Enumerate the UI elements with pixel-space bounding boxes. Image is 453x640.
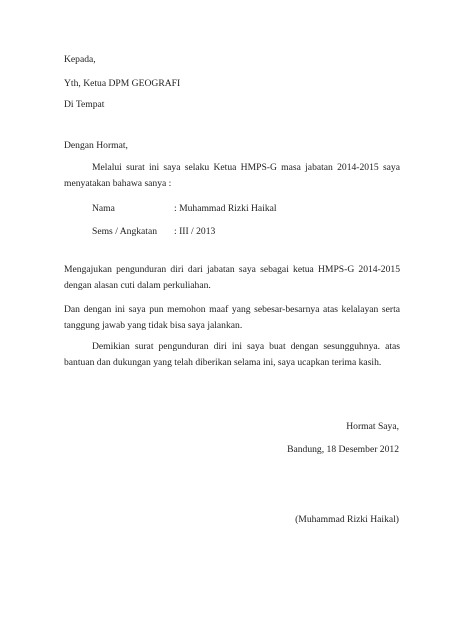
- letter-signature: (Muhammad Rizki Haikal): [295, 514, 399, 525]
- letter-place: Di Tempat: [64, 99, 105, 110]
- letter-paragraph-closing: Demikian surat pengunduran diri ini saya buat dengan sesungguhnya. atas bantuan dan dukungan yang telah diberikan selama ini, saya ucapkan terima kasih.: [64, 341, 400, 368]
- letter-intro-paragraph: Melalui surat ini saya selaku Ketua HMPS-G masa jabatan 2014-2015 saya menyatakan bahawa sanya :: [64, 162, 400, 189]
- letter-recipient: Yth, Ketua DPM GEOGRAFI: [64, 78, 181, 89]
- letter-to-line: Kepada,: [64, 54, 96, 65]
- letter-greeting: Dengan Hormat,: [64, 140, 128, 151]
- field-value-name: : Muhammad Rizki Haikal: [174, 203, 277, 214]
- field-label-semester: Sems / Angkatan: [92, 226, 158, 237]
- field-label-name: Nama: [92, 203, 115, 214]
- letter-closing: Hormat Saya,: [346, 421, 399, 432]
- field-value-semester: : III / 2013: [174, 226, 216, 237]
- letter-paragraph-apology: Dan dengan ini saya pun memohon maaf yang sebesar-besarnya atas kelalayan serta tanggung jawab yang tidak bisa saya jalankan.: [64, 304, 400, 331]
- letter-paragraph-resignation: Mengajukan pengunduran diri dari jabatan saya sebagai ketua HMPS-G 2014-2015 dengan alasan cuti dalam perkuliahan.: [64, 264, 400, 291]
- letter-place-date: Bandung, 18 Desember 2012: [287, 444, 399, 455]
